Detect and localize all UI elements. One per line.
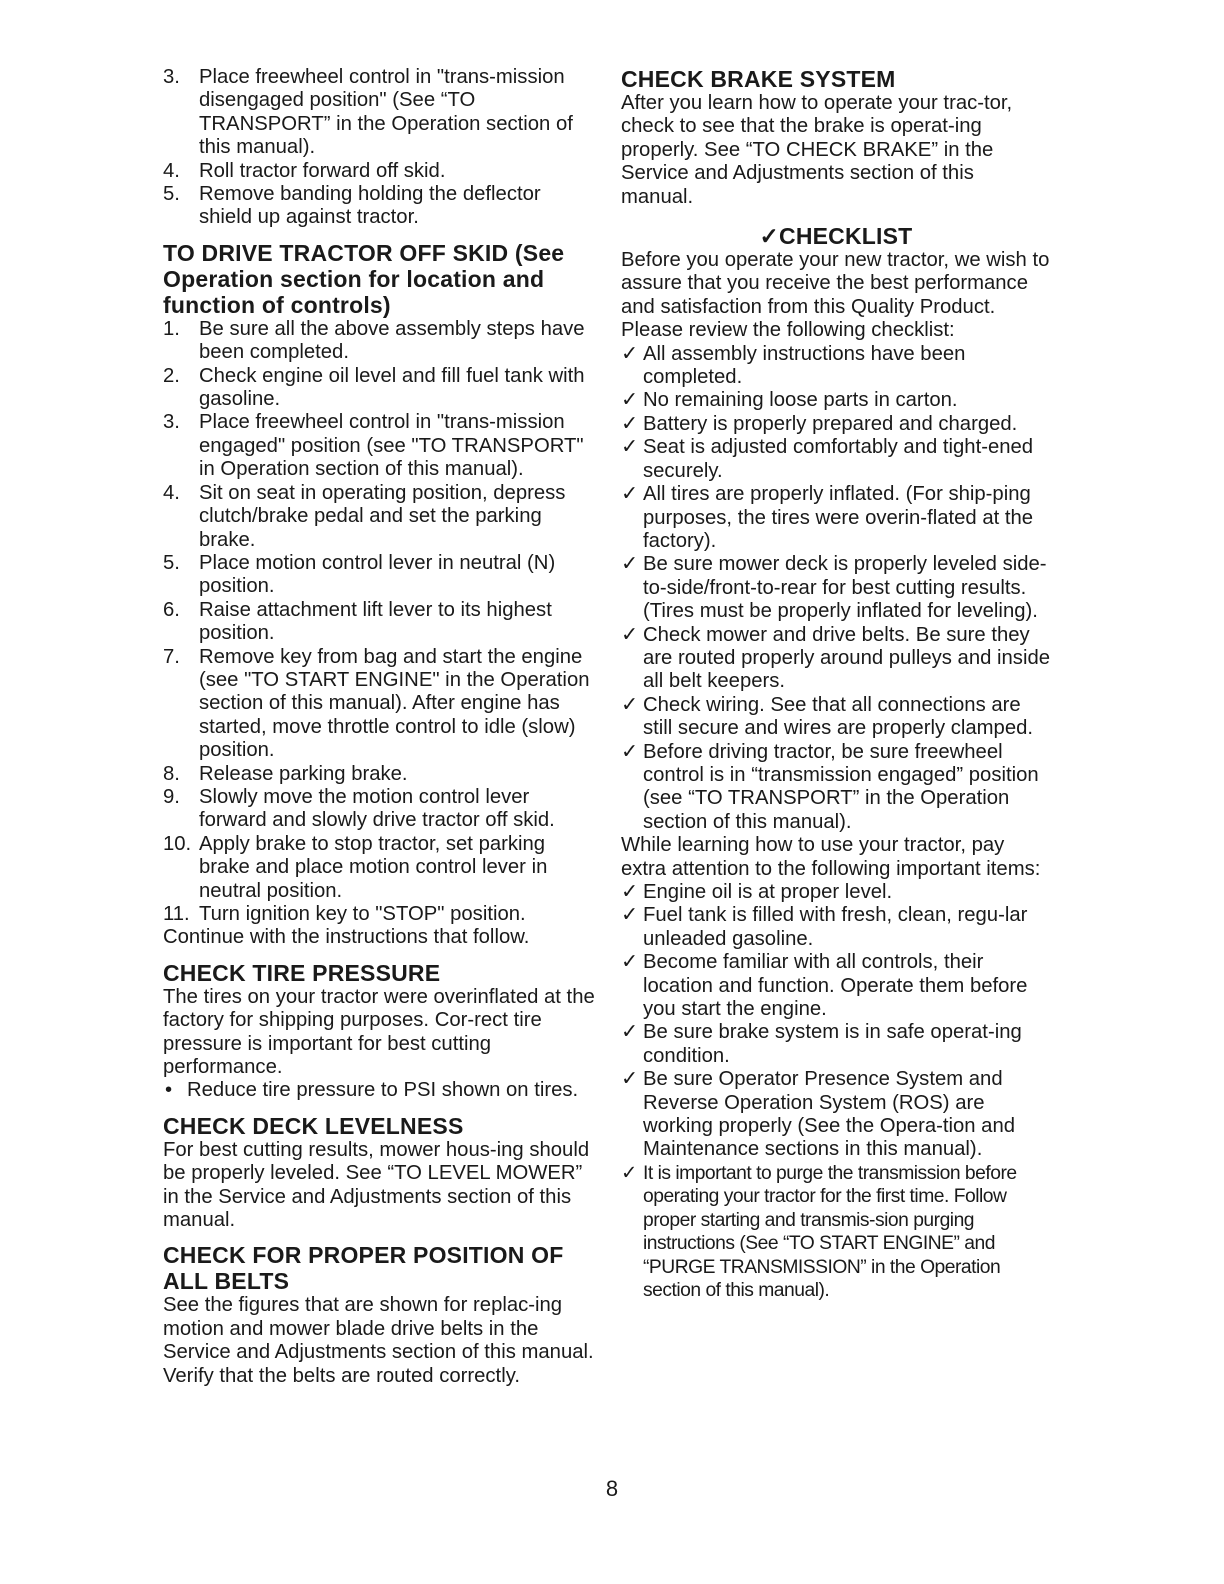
checklist-heading: ✓CHECKLIST [759, 223, 913, 250]
checklist-item: ✓ Be sure brake system is in safe operat-ing condition. [621, 1021, 1022, 1067]
tire-pressure-body: The tires on your tractor were overinflated at the factory for shipping purposes. Cor-rect tire pressure is important for best cutting performance. [163, 985, 595, 1079]
checklist-item: ✓ It is important to purge the transmission before operating your tractor for the first time. Follow proper starting and transmis-sion purging instructions (See “TO START ENGINE” and “PURGE TRANSMISSION” in the Operation section of this manual). [621, 1162, 1017, 1301]
checklist-item: ✓ All assembly instructions have been completed. [621, 342, 966, 389]
deck-levelness-heading: CHECK DECK LEVELNESS [163, 1112, 464, 1139]
bullet-icon: • [165, 1079, 173, 1102]
check-icon: ✓ [621, 623, 638, 646]
list-item: 3. Place freewheel control in "trans-mission disengaged position" (See “TO TRANSPORT” in the Operation section of this manual). [163, 66, 573, 159]
list-item: 7. Remove key from bag and start the engine (see "TO START ENGINE" in the Operation section of this manual). After engine has started, move throttle control to idle (slow) position. [163, 645, 590, 762]
deck-levelness-body: For best cutting results, mower hous-ing should be properly leveled. See “TO LEVEL MOWER” in the Service and Adjustments section of this manual. [163, 1138, 590, 1232]
check-icon: ✓ [621, 436, 638, 459]
list-item: 11. Turn ignition key to "STOP" position. [163, 903, 526, 925]
check-icon: ✓ [621, 412, 638, 435]
checklist-review: Please review the following checklist: [621, 319, 955, 342]
brake-system-body: After you learn how to operate your trac-tor, check to see that the brake is operat-ing properly. See “TO CHECK BRAKE” in the Service and Adjustments section of this manual. [621, 92, 1013, 208]
tire-pressure-heading: CHECK TIRE PRESSURE [163, 959, 441, 986]
checklist-item: ✓ Before driving tractor, be sure freewheel control is in “transmission engaged” position (see “TO TRANSPORT” in the Operation section of this manual). [621, 740, 1039, 833]
list-item: 5. Place motion control lever in neutral (N) position. [163, 551, 556, 598]
list-item: 5. Remove banding holding the deflector shield up against tractor. [163, 183, 541, 229]
check-icon: ✓ [621, 693, 638, 716]
check-icon: ✓ [621, 389, 638, 412]
checklist-item: ✓ Be sure mower deck is properly leveled side-to-side/front-to-rear for best cutting results. (Tires must be properly inflated for leveling). [621, 553, 1047, 623]
checklist-item: ✓ Be sure Operator Presence System and Reverse Operation System (ROS) are working properly (See the Opera-tion and Maintenance sections in this manual). [621, 1068, 1016, 1161]
check-icon: ✓ [621, 553, 638, 576]
check-icon: ✓ [621, 1068, 638, 1091]
brake-system-heading: CHECK BRAKE SYSTEM [621, 66, 896, 92]
check-icon: ✓ [621, 342, 638, 365]
list-item: 8. Release parking brake. [163, 762, 408, 785]
check-icon: ✓ [621, 951, 638, 974]
checklist-item: ✓ Engine oil is at proper level. [621, 881, 893, 903]
check-icon: ✓ [621, 740, 638, 763]
list-item: 6. Raise attachment lift lever to its highest position. [163, 598, 552, 645]
checklist-item: ✓ No remaining loose parts in carton. [621, 389, 958, 412]
bullet-item: • Reduce tire pressure to PSI shown on tires. [165, 1079, 579, 1102]
page-number: 8 [605, 1476, 619, 1501]
list-item: 9. Slowly move the motion control lever forward and slowly drive tractor off skid. [163, 785, 555, 832]
list-item: 4. Sit on seat in operating position, depress clutch/brake pedal and set the parking brake. [163, 481, 566, 551]
right-column [621, 66, 1051, 1302]
list-item: 3. Place freewheel control in "trans-mission engaged" position (see "TO TRANSPORT" in Operation section of this manual). [163, 411, 584, 481]
list-item: 2. Check engine oil level and fill fuel tank with gasoline. [163, 364, 585, 411]
list-item: 10. Apply brake to stop tractor, set parking brake and place motion control lever in neutral position. [163, 832, 548, 902]
list-item: 4. Roll tractor forward off skid. [163, 159, 446, 182]
belts-heading: CHECK FOR PROPER POSITION OF ALL BELTS [163, 1242, 564, 1295]
checklist-item: ✓ Battery is properly prepared and charged. [621, 412, 1018, 435]
check-icon: ✓ [621, 1021, 638, 1044]
checklist-item: ✓ All tires are properly inflated. (For ship-ping purposes, the tires were overin-flated at the factory). [621, 483, 1034, 552]
left-column [163, 66, 595, 1388]
checklist-item: ✓ Fuel tank is filled with fresh, clean, regu-lar unleaded gasoline. [621, 904, 1028, 950]
checklist-item: ✓ Check mower and drive belts. Be sure they are routed properly around pulleys and inside all belt keepers. [621, 623, 1051, 693]
continue-text: Continue with the instructions that follow. [163, 926, 530, 949]
checklist-intro: Before you operate your new tractor, we wish to assure that you receive the best performance and satisfaction from this Quality Product. [621, 249, 1050, 318]
check-icon: ✓ [621, 1162, 637, 1184]
learning-text: While learning how to use your tractor, pay extra attention to the following important items: [621, 834, 1041, 880]
belts-body: See the figures that are shown for replac-ing motion and mower blade drive belts in the Service and Adjustments section of this manual. Verify that the belts are routed correctly. [163, 1294, 594, 1387]
check-icon: ✓ [621, 483, 638, 506]
check-icon: ✓ [621, 881, 638, 903]
checklist-item: ✓ Check wiring. See that all connections are still secure and wires are properly clamped. [621, 693, 1034, 740]
drive-off-skid-heading: TO DRIVE TRACTOR OFF SKID (See Operation section for location and function of controls) [163, 239, 565, 318]
check-icon: ✓ [621, 904, 638, 927]
checklist-item: ✓ Become familiar with all controls, their location and function. Operate them before you start the engine. [621, 951, 1028, 1021]
list-item: 1. Be sure all the above assembly steps have been completed. [163, 317, 585, 364]
checklist-item: ✓ Seat is adjusted comfortably and tight-ened securely. [621, 436, 1034, 482]
